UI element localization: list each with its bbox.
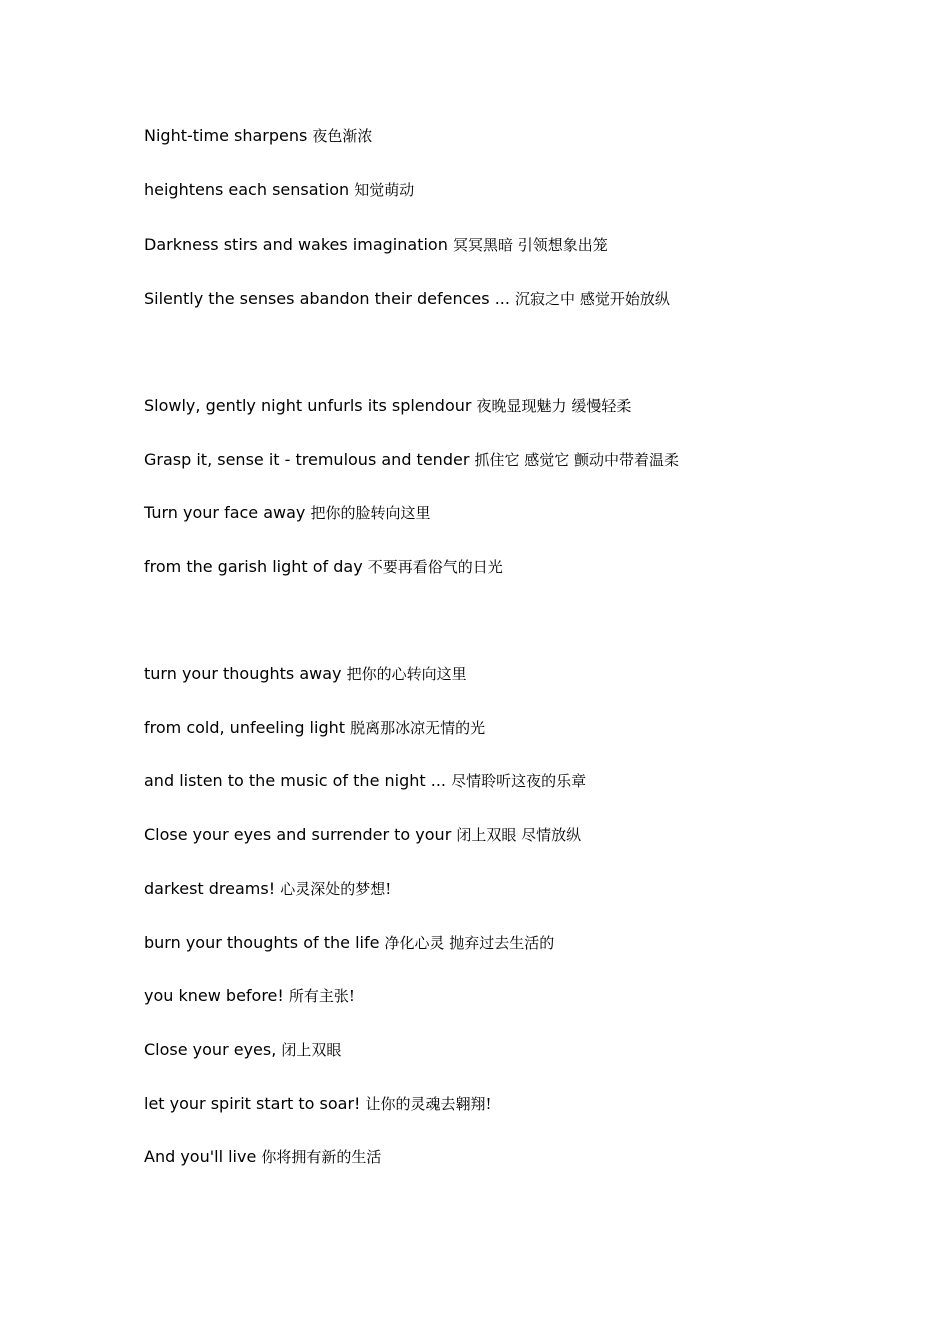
lyric-english: you knew before! [144, 986, 284, 1005]
lyric-chinese: 沉寂之中 感觉开始放纵 [515, 290, 670, 308]
lyric-line [144, 289, 670, 309]
lyric-english: Close your eyes, [144, 1040, 277, 1059]
lyric-chinese: 净化心灵 抛弃过去生活的 [384, 934, 555, 952]
lyric-english: Close your eyes and surrender to your [144, 825, 452, 844]
lyric-english: Darkness stirs and wakes imagination [144, 235, 448, 254]
lyric-english: and listen to the music of the night ... [144, 771, 446, 790]
lyric-line [144, 450, 679, 470]
lyric-line [144, 126, 372, 146]
lyric-chinese: 冥冥黑暗 引领想象出笼 [452, 236, 608, 254]
lyric-line [144, 396, 631, 416]
lyric-english: from cold, unfeeling light [144, 718, 346, 737]
lyric-english: Turn your face away [144, 503, 306, 522]
lyric-english: Slowly, gently night unfurls its splendour [144, 396, 472, 415]
lyric-chinese: 闭上双眼 [281, 1041, 342, 1059]
lyric-line [144, 1094, 492, 1114]
lyric-english: let your spirit start to soar! [144, 1094, 361, 1113]
lyric-line [144, 933, 554, 953]
lyric-english: Night-time sharpens [144, 126, 308, 145]
lyric-english: darkest dreams! [144, 879, 276, 898]
lyric-english: And you'll live [144, 1147, 257, 1166]
lyric-english: heightens each sensation [144, 180, 350, 199]
lyric-line [144, 825, 581, 845]
lyric-line [144, 557, 503, 577]
lyric-chinese: 夜晚显现魅力 缓慢轻柔 [476, 397, 632, 415]
lyric-chinese: 不要再看俗气的日光 [367, 558, 503, 576]
lyric-line [144, 718, 485, 738]
lyric-chinese: 所有主张! [288, 987, 355, 1005]
lyric-chinese: 让你的灵魂去翱翔! [365, 1095, 492, 1113]
lyric-chinese: 知觉萌动 [354, 181, 415, 199]
lyric-chinese: 夜色渐浓 [312, 127, 373, 145]
lyric-chinese: 把你的脸转向这里 [310, 504, 431, 522]
lyric-chinese: 把你的心转向这里 [346, 665, 467, 683]
lyric-chinese: 脱离那冰凉无情的光 [350, 719, 486, 737]
lyric-line [144, 180, 414, 200]
lyric-english: turn your thoughts away [144, 664, 342, 683]
lyric-line [144, 664, 467, 684]
lyric-line [144, 1040, 341, 1060]
lyric-english: Grasp it, sense it - tremulous and tender [144, 450, 470, 469]
lyric-chinese: 你将拥有新的生活 [261, 1148, 382, 1166]
lyric-english: from the garish light of day [144, 557, 363, 576]
lyric-line [144, 879, 391, 899]
lyric-line [144, 771, 586, 791]
lyric-line [144, 503, 431, 523]
lyric-chinese: 尽情聆听这夜的乐章 [451, 772, 587, 790]
lyric-chinese: 心灵深处的梦想! [280, 880, 392, 898]
lyric-chinese: 抓住它 感觉它 颤动中带着温柔 [474, 451, 680, 469]
lyric-line [144, 986, 355, 1006]
lyric-line [144, 1147, 381, 1167]
lyric-chinese: 闭上双眼 尽情放纵 [456, 826, 582, 844]
lyric-english: burn your thoughts of the life [144, 933, 380, 952]
lyric-english: Silently the senses abandon their defences ... [144, 289, 510, 308]
lyric-line [144, 235, 608, 255]
